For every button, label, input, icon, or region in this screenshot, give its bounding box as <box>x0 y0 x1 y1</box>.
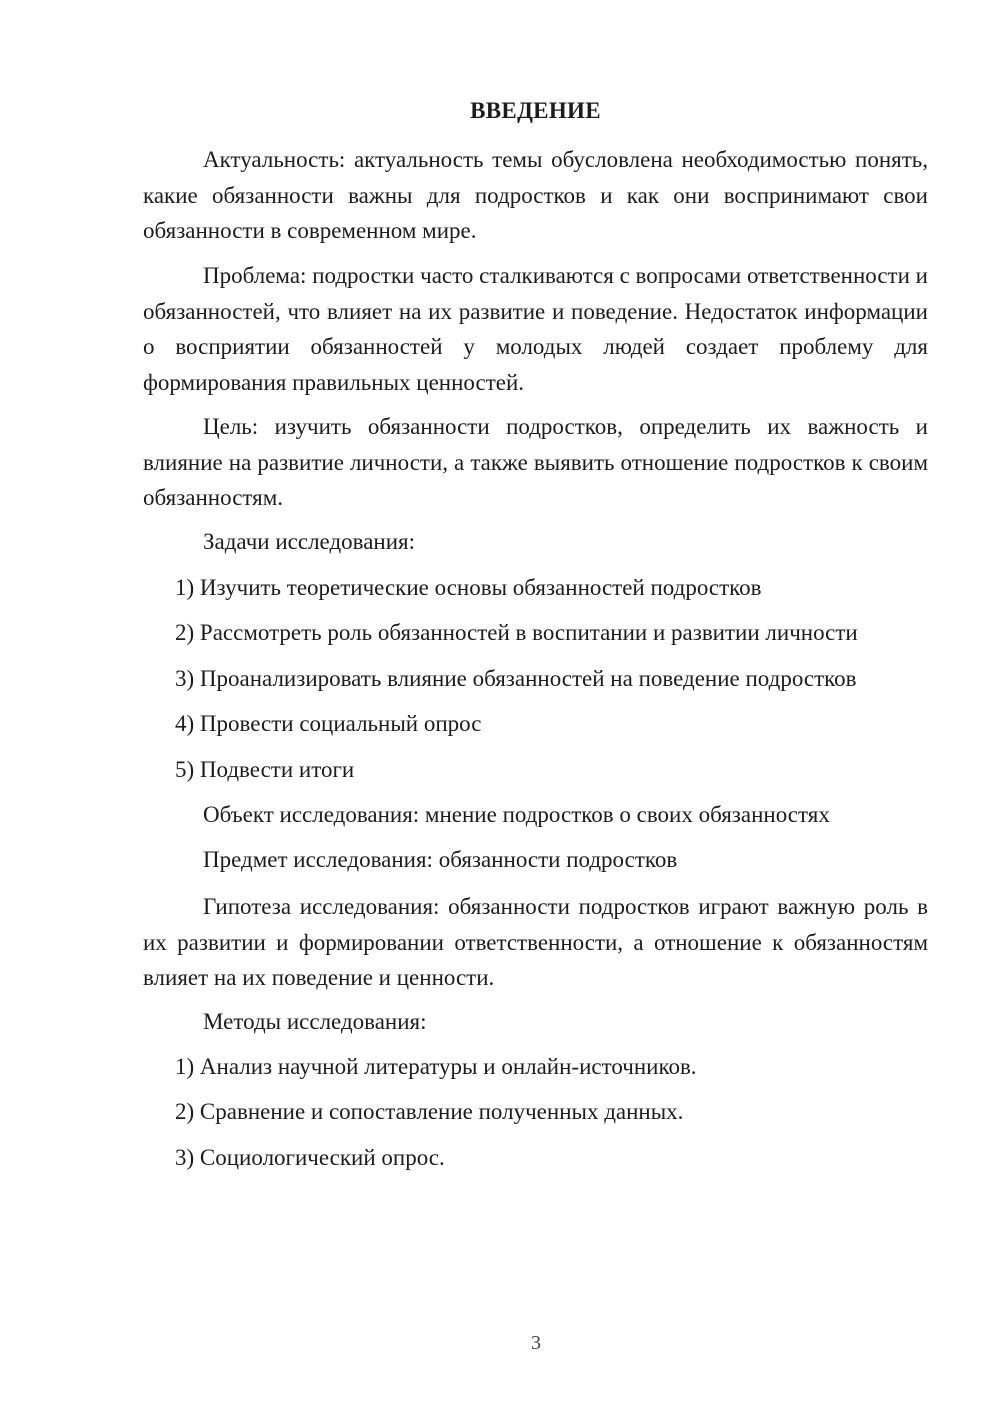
task-item: 4) Провести социальный опрос <box>175 711 482 736</box>
task-item: 2) Рассмотреть роль обязанностей в воспитании и развитии личности <box>175 620 858 645</box>
research-subject: Предмет исследования: обязанности подростков <box>203 847 678 872</box>
page-title: ВВЕДЕНИЕ <box>470 98 601 123</box>
page-number: 3 <box>531 1332 541 1354</box>
task-item: 1) Изучить теоретические основы обязанностей подростков <box>175 575 762 600</box>
method-item: 3) Социологический опрос. <box>175 1145 445 1170</box>
task-item: 3) Проанализировать влияние обязанностей на поведение подростков <box>175 666 857 691</box>
goal-paragraph: Цель: изучить обязанности подростков, определить их важность и влияние на развитие личности, а также выявить отношение подростков к своим обязанностям. <box>143 414 928 510</box>
methods-heading: Методы исследования: <box>203 1009 427 1034</box>
problem-paragraph: Проблема: подростки часто сталкиваются с вопросами ответственности и обязанностей, что влияет на их развитие и поведение. Недостаток информации о восприятии обязанностей у молодых людей создает проблему для формирования правильных ценностей. <box>143 263 928 395</box>
method-item: 1) Анализ научной литературы и онлайн-источников. <box>175 1054 697 1079</box>
research-object: Объект исследования: мнение подростков о своих обязанностях <box>203 802 830 827</box>
task-item: 5) Подвести итоги <box>175 757 355 782</box>
relevance-paragraph: Актуальность: актуальность темы обусловлена необходимостью понять, какие обязанности важны для подростков и как они воспринимают свои обязанности в современном мире. <box>143 147 928 243</box>
method-item: 2) Сравнение и сопоставление полученных данных. <box>175 1099 684 1124</box>
hypothesis-paragraph: Гипотеза исследования: обязанности подростков играют важную роль в их развитии и формировании ответственности, а отношение к обязанностям влияет на их поведение и ценности. <box>143 894 928 990</box>
tasks-heading: Задачи исследования: <box>203 529 416 554</box>
